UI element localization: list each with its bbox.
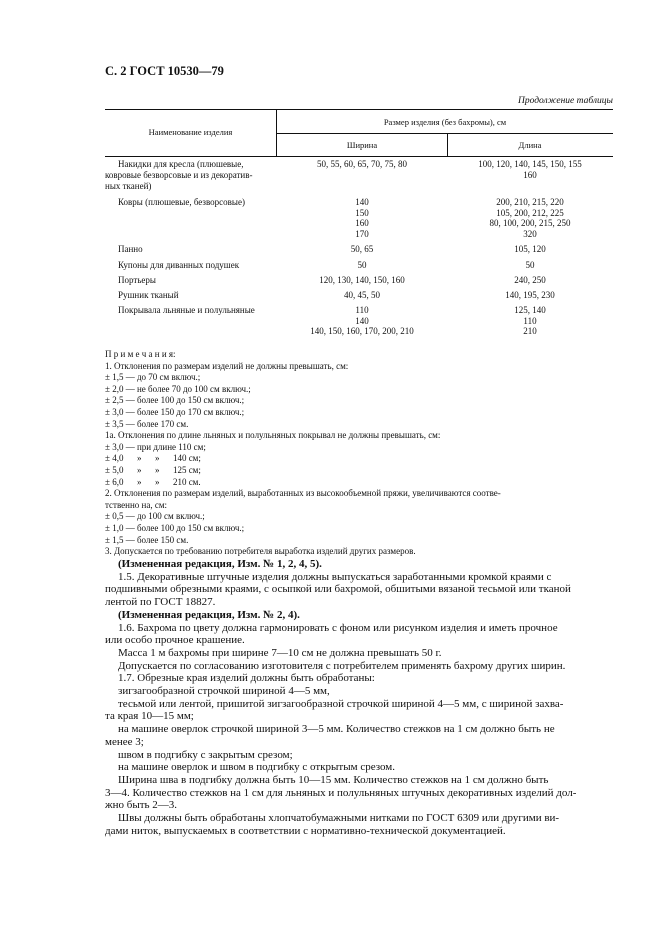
cell-line: 50 — [357, 260, 367, 270]
name-line: Купоны для диванных подушек — [118, 260, 240, 270]
table-subheader-rule — [277, 133, 613, 134]
note-line: тственно на, см: — [105, 499, 168, 510]
table-cell-length — [447, 290, 613, 301]
cell-line: 105, 120 — [514, 244, 546, 254]
cell-line: 80, 100, 200, 215, 250 — [489, 218, 571, 228]
paragraph-line: 1.7. Обрезные края изделий должны быть обработаны: — [118, 672, 375, 685]
name-line: ковровые безворсовые и из декоратив- — [105, 170, 253, 180]
paragraph-line: Швы должны быть обработаны хлопчатобумажными нитками по ГОСТ 6309 или другими ви- — [118, 812, 560, 825]
note-line: ± 1,5 — до 70 см включ.; — [105, 372, 201, 383]
note-line: ± 3,0 — при длине 110 см; — [105, 441, 206, 452]
note-line: 1а. Отклонения по длине льняных и полульняных покрывал не должны превышать, см: — [105, 430, 441, 441]
table-cell-length — [447, 275, 613, 286]
paragraph-line: дами ниток, выпускаемых в соответствии с нормативно-технической документацией. — [105, 824, 506, 837]
paragraph-line: зигзагообразной строчкой шириной 4—5 мм, — [118, 685, 330, 698]
cell-line: 100, 120, 140, 145, 150, 155 — [478, 159, 582, 169]
note-line: ± 0,5 — до 100 см включ.; — [105, 511, 205, 522]
body-text — [105, 558, 615, 837]
table-cell-length — [447, 260, 613, 271]
table-cell-width — [277, 159, 447, 170]
name-line: Накидки для кресла (плюшевые, — [118, 159, 244, 169]
name-line: ных тканей) — [105, 181, 152, 191]
paragraph-line: швом в подгибку с закрытым срезом; — [118, 748, 293, 761]
table-top-rule — [105, 109, 613, 110]
cell-line: 160 — [355, 218, 369, 228]
cell-line: 240, 250 — [514, 275, 546, 285]
header-length: Длина — [518, 140, 542, 150]
table-cell-length — [447, 305, 613, 337]
cell-line: 150 — [355, 207, 369, 218]
table-row-name — [105, 305, 288, 316]
note-line: 3. Допускается по требованию потребителя выработка изделий других размеров. — [105, 546, 416, 557]
note-line: ± 3,5 — более 170 см. — [105, 418, 189, 429]
note-line: 2. Отклонения по размерам изделий, выработанных из высокообъемной пряжи, увеличиваются соотве- — [105, 488, 501, 499]
cell-line: 170 — [355, 228, 369, 239]
note-line: ± 2,5 — более 100 до 150 см включ.; — [105, 395, 245, 406]
cell-line: 50, 55, 60, 65, 70, 75, 80 — [317, 159, 407, 169]
cell-line: 120, 130, 140, 150, 160 — [319, 275, 405, 285]
cell-line: 140, 195, 230 — [505, 290, 555, 300]
note-line: ± 3,0 — более 150 до 170 см включ.; — [105, 406, 245, 417]
cell-line: 200, 210, 215, 220 — [496, 197, 564, 207]
cell-line: 125, 140 — [514, 305, 546, 315]
table-row-name — [105, 260, 288, 271]
name-line: Рушник тканый — [118, 290, 179, 300]
paragraph-line: менее 3; — [105, 735, 144, 748]
table-row-name — [105, 159, 275, 192]
table-cell-length — [447, 197, 613, 239]
cell-line: 110 — [355, 305, 369, 315]
paragraph-line: 1.5. Декоративные штучные изделия должны выпускаться заработанными кромкой краями с — [118, 570, 552, 583]
paragraph-line: 1.6. Бахрома по цвету должна гармонировать с фоном или рисунком изделия и иметь прочное — [118, 621, 558, 634]
table-notes — [105, 349, 615, 558]
table-cell-length — [447, 159, 613, 180]
table-cell-width — [277, 244, 447, 255]
name-line: Панно — [118, 244, 143, 254]
note-line: ± 5,0 » » 125 см; — [105, 464, 201, 475]
header-width: Ширина — [346, 140, 378, 150]
header-name: Наименование изделия — [148, 127, 233, 137]
note-line: ± 2,0 — не более 70 до 100 см включ.; — [105, 383, 251, 394]
paragraph-line: Ширина шва в подгибку должна быть 10—15 мм. Количество стежков на 1 см должно быть — [118, 773, 549, 786]
name-line: Портьеры — [118, 275, 156, 285]
cell-line: 210 — [523, 326, 537, 336]
paragraph-line: на машине оверлок и швом в подгибку с открытым срезом. — [118, 761, 396, 774]
notes-title: П р и м е ч а н и я: — [105, 349, 176, 359]
table-row-name — [105, 275, 288, 286]
note-line: ± 4,0 » » 140 см; — [105, 453, 201, 464]
table-header-rule — [105, 156, 613, 157]
header-size: Размер изделия (без бахромы), см — [383, 117, 507, 127]
cell-line: 160 — [523, 169, 537, 180]
page-header: С. 2 ГОСТ 10530—79 — [105, 64, 224, 78]
cell-line: 140 — [355, 315, 369, 326]
paragraph-line: жно быть 2—3. — [105, 799, 178, 812]
note-line: ± 1,0 — более 100 до 150 см включ.; — [105, 522, 245, 533]
cell-line: 40, 45, 50 — [344, 290, 380, 300]
name-line: Покрывала льняные и полульняные — [118, 305, 255, 315]
paragraph-line: Масса 1 м бахромы при ширине 7—10 см не должна превышать 50 г. — [118, 646, 442, 659]
table-cell-width — [277, 197, 447, 239]
table-cell-length — [447, 244, 613, 255]
paragraph-line: или особо прочное крашение. — [105, 634, 245, 647]
cell-line: 110 — [523, 315, 537, 326]
paragraph-line: 3—4. Количество стежков на 1 см для льняных и полульняных штучных декоративных изделий дол- — [105, 786, 577, 799]
paragraph-line: та края 10—15 мм; — [105, 710, 194, 723]
paragraph-line: на машине оверлок строчкой шириной 3—5 мм. Количество стежков на 1 см должно быть не — [118, 723, 555, 736]
note-line: 1. Отклонения по размерам изделий не должны превышать, см: — [105, 360, 349, 371]
paragraph-line: лентой по ГОСТ 18827. — [105, 596, 216, 609]
cell-line: 140, 150, 160, 170, 200, 210 — [310, 326, 414, 336]
table-row-name — [105, 244, 288, 255]
table-cell-width — [277, 290, 447, 301]
note-line: ± 1,5 — более 150 см. — [105, 534, 189, 545]
paragraph-line: подшивными обрезными краями, с осыпкой или бахромой, обшитыми вязаной тесьмой или тканой — [105, 583, 571, 596]
paragraph-line: тесьмой или лентой, пришитой зигзагообразной строчкой шириной 4—5 мм, с шириной захва- — [118, 697, 564, 710]
cell-line: 105, 200, 212, 225 — [496, 207, 564, 218]
table-continuation-label: Продолжение таблицы — [517, 96, 613, 106]
amendment-note: (Измененная редакция, Изм. № 1, 2, 4, 5). — [118, 558, 322, 570]
cell-line: 140 — [355, 197, 369, 207]
table-cell-width — [277, 305, 447, 337]
amendment-note: (Измененная редакция, Изм. № 2, 4). — [118, 608, 300, 621]
cell-line: 320 — [523, 228, 537, 239]
table-row-name — [105, 290, 288, 301]
cell-line: 50 — [525, 260, 535, 270]
table-cell-width — [277, 260, 447, 271]
paragraph-line: Допускается по согласованию изготовителя с потребителем применять бахрому других ширин. — [118, 659, 566, 672]
note-line: ± 6,0 » » 210 см. — [105, 476, 201, 487]
table-row-name — [105, 197, 288, 208]
name-line: Ковры (плюшевые, безворсовые) — [118, 197, 245, 207]
cell-line: 50, 65 — [350, 244, 374, 254]
table-cell-width — [277, 275, 447, 286]
